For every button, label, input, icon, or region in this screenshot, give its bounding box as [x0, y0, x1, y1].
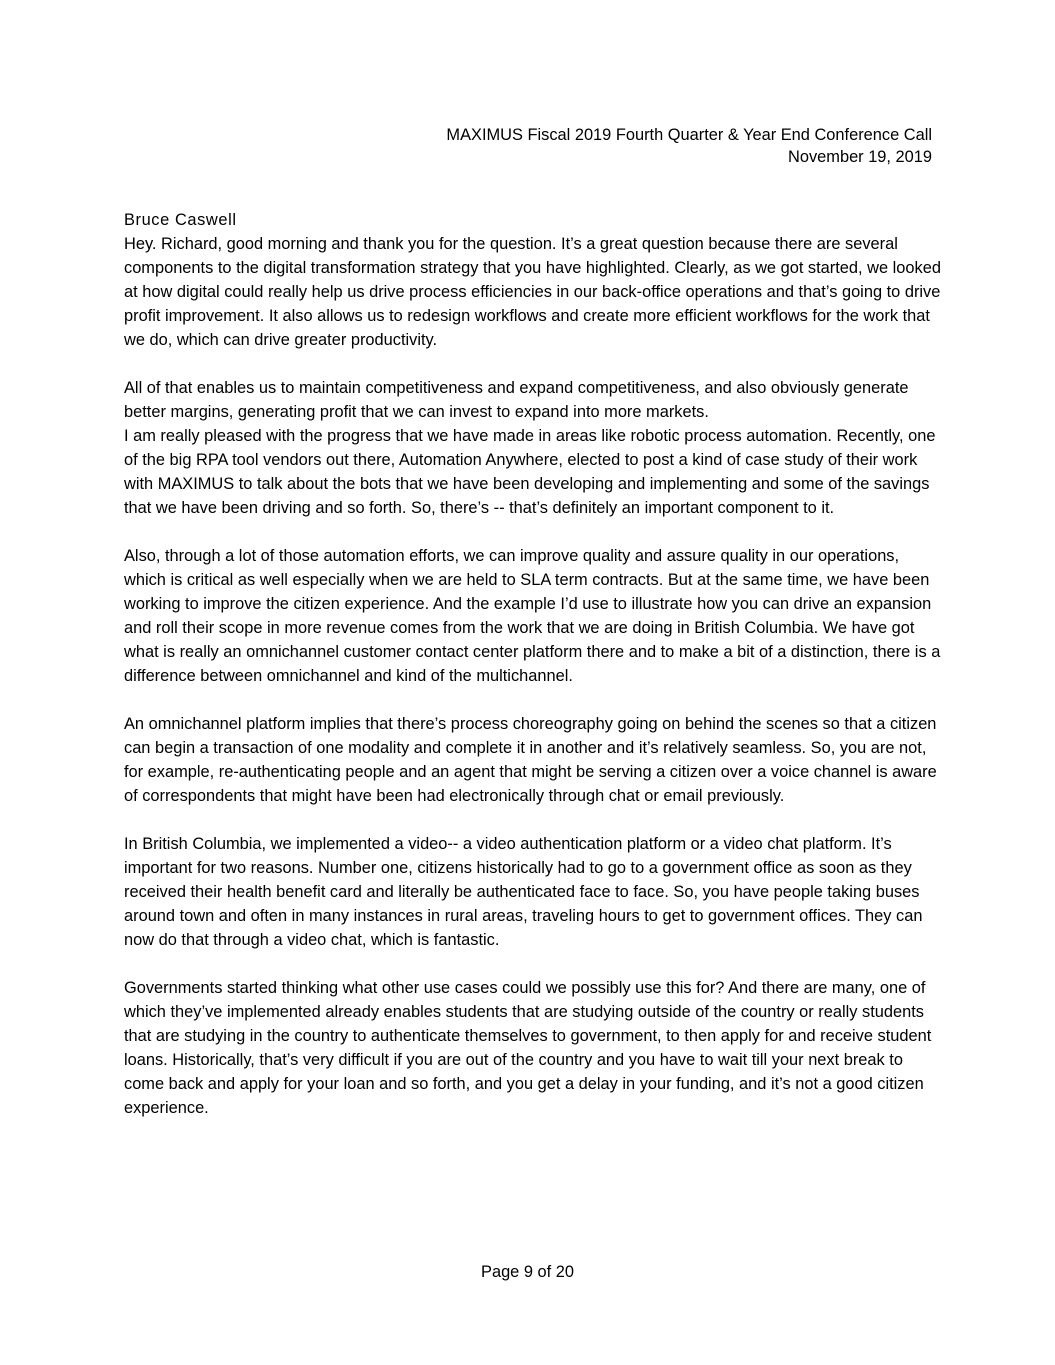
paragraph: I am really pleased with the progress that we have made in areas like robotic process automation. Recently, one of the big RPA tool vendors out there, Automation Anywhere, elected to post a kind of case study of their work with MAXIMUS to talk about the bots that we have been developing and implementing and some of the savings that we have been driving and so forth. So, there’s -- that’s definitely an important component to it. [124, 427, 936, 517]
page-header [446, 124, 932, 168]
document-date: November 19, 2019 [788, 148, 932, 166]
paragraph: Also, through a lot of those automation efforts, we can improve quality and assure quality in our operations, which is critical as well especially when we are held to SLA term contracts. But at the same time, we have been working to improve the citizen experience. And the example I’d use to illustrate how you can drive an expansion and roll their scope in more revenue comes from the work that we are doing in British Columbia. We have got what is really an omnichannel customer contact center platform there and to make a bit of a distinction, there is a difference between omnichannel and kind of the multichannel. [124, 547, 941, 685]
paragraph: All of that enables us to maintain competitiveness and expand competitiveness, and also obviously generate better margins, generating profit that we can invest to expand into more markets. [124, 379, 909, 421]
paragraph: In British Columbia, we implemented a video-- a video authentication platform or a video chat platform. It’s important for two reasons. Number one, citizens historically had to go to a government office as soon as they received their health benefit card and literally be authenticated face to face. So, you have people taking buses around town and often in many instances in rural areas, traveling hours to get to government offices. They can now do that through a video chat, which is fantastic. [124, 835, 923, 949]
paragraph: An omnichannel platform implies that there’s process choreography going on behind the scenes so that a citizen can begin a transaction of one modality and complete it in another and it’s relatively seamless. So, you are not, for example, re-authenticating people and an agent that might be serving a citizen over a voice channel is aware of correspondents that might have been had electronically through chat or email previously. [124, 715, 937, 805]
paragraph: Hey. Richard, good morning and thank you for the question. It’s a great question because there are several components to the digital transformation strategy that you have highlighted. Clearly, as we got started, we looked at how digital could really help us drive process efficiencies in our back-office operations and that’s going to drive profit improvement. It also allows us to redesign workflows and create more efficient workflows for the work that we do, which can drive greater productivity. [124, 235, 941, 349]
paragraph: Governments started thinking what other use cases could we possibly use this for? And there are many, one of which they’ve implemented already enables students that are studying outside of the country or really students that are studying in the country to authenticate themselves to government, to then apply for and receive student loans. Historically, that’s very difficult if you are out of the country and you have to wait till your next break to come back and apply for your loan and so forth, and you get a delay in your funding, and it’s not a good citizen experience. [124, 979, 932, 1117]
document-title: MAXIMUS Fiscal 2019 Fourth Quarter & Year End Conference Call [446, 126, 932, 144]
transcript-body [124, 208, 944, 1144]
page-number: Page 9 of 20 [481, 1263, 574, 1281]
speaker-name: Bruce Caswell [124, 211, 237, 229]
